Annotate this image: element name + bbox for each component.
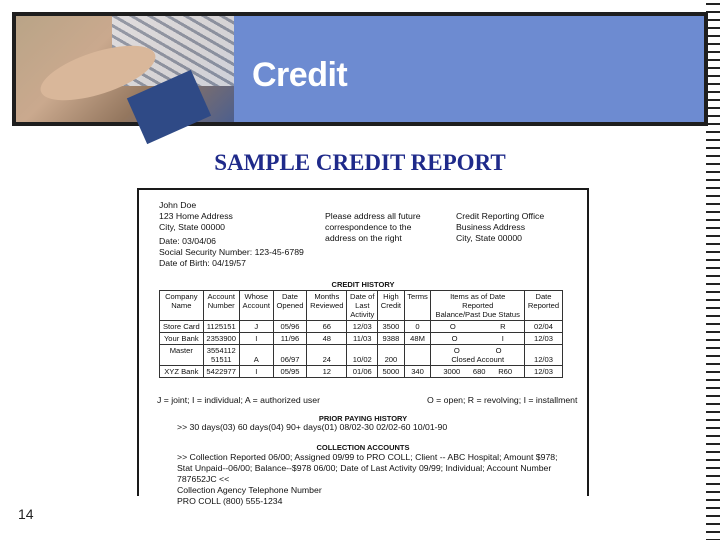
table-cell: 340 <box>404 366 431 378</box>
table-header-row <box>160 291 563 321</box>
account-type-legend: O = open; R = revolving; I = installment <box>427 395 578 405</box>
table-cell: 11/03 <box>347 333 378 345</box>
table-cell: J <box>239 321 273 333</box>
table-cell: 12/03 <box>525 333 563 345</box>
table-cell: 5000 <box>378 366 404 378</box>
table-cell: 0 <box>404 321 431 333</box>
table-cell: I <box>239 366 273 378</box>
correspondence-note: Please address all future correspondence to the address on the right <box>325 211 421 243</box>
collection-accounts-title: COLLECTION ACCOUNTS <box>316 443 410 452</box>
account-owner-legend: J = joint; I = individual; A = authorized user <box>157 395 320 405</box>
column-header: Items as of Date Reported Balance/Past Due Status <box>431 291 525 321</box>
table-cell: 01/06 <box>347 366 378 378</box>
table-cell: 9388 <box>378 333 404 345</box>
slide-heading: SAMPLE CREDIT REPORT <box>214 150 506 175</box>
column-header: Whose Account <box>239 291 273 321</box>
table-row <box>160 321 563 333</box>
table-cell: 3500 <box>378 321 404 333</box>
collection-accounts-text: >> Collection Reported 06/00; Assigned 09/99 to PRO COLL; Client -- ABC Hospital; Amount $978; Stat Unpaid--06/00; Balance--$978 06/00; Date of Last Activity 09/99; Individual; Account Number 787652JC << Collection Agency Telephone Number PRO COLL (800) 555-1234 <box>177 452 558 506</box>
credit-report-image <box>137 188 589 506</box>
table-cell: 3554112 51511 <box>203 345 239 366</box>
table-cell: O O Closed Account <box>431 345 525 366</box>
table-cell <box>404 345 431 366</box>
column-header: High Credit <box>378 291 404 321</box>
column-header: Date Reported <box>525 291 563 321</box>
table-cell: 05/96 <box>273 321 307 333</box>
table-cell: 11/96 <box>273 333 307 345</box>
table-cell: Store Card <box>160 321 204 333</box>
credit-history-title: CREDIT HISTORY <box>331 280 395 289</box>
table-cell: Your Bank <box>160 333 204 345</box>
table-cell: 12 <box>307 366 347 378</box>
column-header: Date Opened <box>273 291 307 321</box>
banner-title: Credit <box>252 56 348 94</box>
table-row <box>160 333 563 345</box>
table-row <box>160 345 563 366</box>
credit-history-table <box>159 290 563 378</box>
table-row <box>160 366 563 378</box>
table-cell: 12/03 <box>347 321 378 333</box>
prior-paying-history-title: PRIOR PAYING HISTORY <box>318 414 408 423</box>
table-cell: XYZ Bank <box>160 366 204 378</box>
table-cell: 66 <box>307 321 347 333</box>
table-cell: 12/03 <box>525 345 563 366</box>
column-header: Company Name <box>160 291 204 321</box>
table-cell: 05/95 <box>273 366 307 378</box>
table-cell: 200 <box>378 345 404 366</box>
office-address: Credit Reporting Office Business Address City, State 00000 <box>456 211 545 243</box>
table-cell: 10/02 <box>347 345 378 366</box>
title-banner-fill <box>16 16 704 122</box>
table-cell: 24 <box>307 345 347 366</box>
table-cell: 1125151 <box>203 321 239 333</box>
column-header: Months Reviewed <box>307 291 347 321</box>
table-cell: 06/97 <box>273 345 307 366</box>
prior-paying-history-line: >> 30 days(03) 60 days(04) 90+ days(01) 08/02-30 02/02-60 10/01-90 <box>177 422 448 432</box>
column-header: Terms <box>404 291 431 321</box>
column-header: Date of Last Activity <box>347 291 378 321</box>
consumer-address: John Doe 123 Home Address City, State 00000 Date: 03/04/06 Social Security Number: 123-45-6789 Date of Birth: 04/19/57 <box>159 200 304 268</box>
title-banner <box>12 12 708 126</box>
page-number: 14 <box>18 506 34 522</box>
table-cell: I <box>239 333 273 345</box>
table-cell: 12/03 <box>525 366 563 378</box>
table-cell: Master <box>160 345 204 366</box>
table-cell: 02/04 <box>525 321 563 333</box>
table-cell: 5422977 <box>203 366 239 378</box>
table-cell: 3000 680 R60 <box>431 366 525 378</box>
table-cell: A <box>239 345 273 366</box>
table-cell: O I <box>431 333 525 345</box>
banner-photo <box>16 16 234 122</box>
table-cell: 48M <box>404 333 431 345</box>
table-cell: 48 <box>307 333 347 345</box>
table-cell: O R <box>431 321 525 333</box>
column-header: Account Number <box>203 291 239 321</box>
table-cell: 2353900 <box>203 333 239 345</box>
